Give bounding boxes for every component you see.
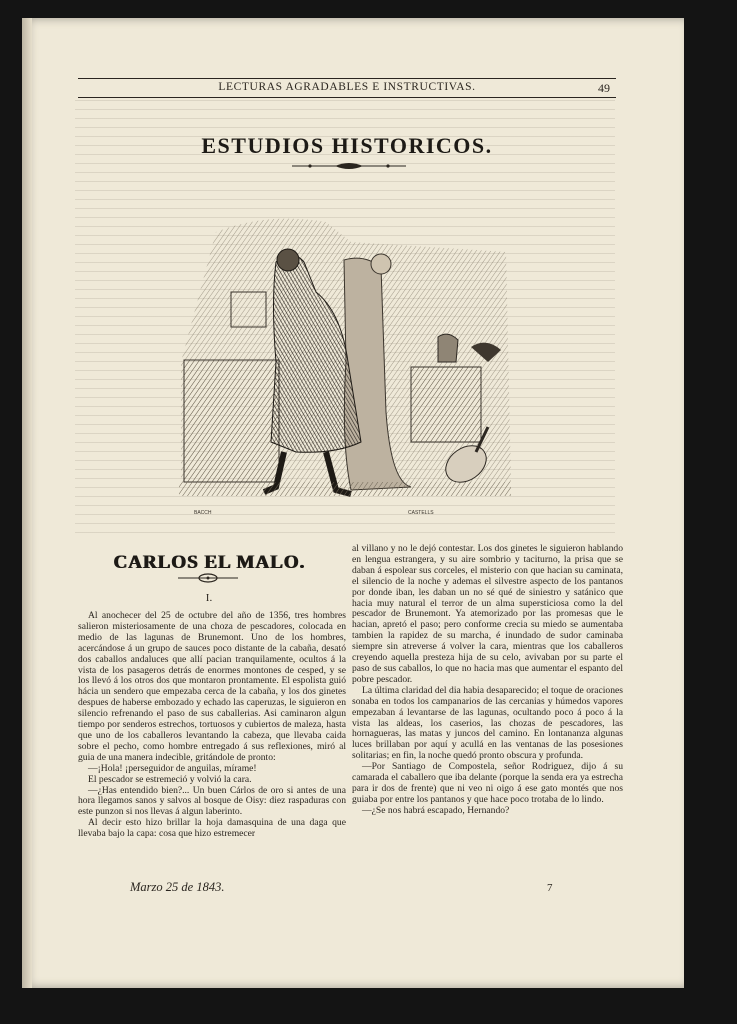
paragraph: —Por Santiago de Compostela, señor Rodriguez, dijo á su camarada el caballero que iba delante (porque la senda era ya estrecha para ir dos de frente) que ni veo ni oigo á ese gato montés que nos guiaba por entre los pantanos y que hace poco trotaba de lo lindo. [352, 761, 623, 805]
title-ornament [176, 572, 240, 584]
issue-date: Marzo 25 de 1843. [130, 880, 225, 894]
running-title: LECTURAS AGRADABLES E INSTRUCTIVAS. [218, 81, 476, 93]
helmet-on-table [438, 334, 458, 362]
knight-head [277, 249, 299, 271]
paragraph: —¿Se nos habrá escapado, Hernando? [362, 804, 510, 816]
page-number: 49 [598, 81, 610, 95]
paragraph: Al anochecer del 25 de octubre del año de 1356, tres hombres salieron misteriosamente de una choza de pescadores, colocada en medio de las lagunas de Brunemont. Uno de los hombres, acercándose á un grupo de sauces poco distante de la cabaña, desató dos caballos andaluces que allí pacian tranquilamente, ocultos á la vista de los pasageros detrás de enormes montones de cesped, y se los llevó á los otros dos que montaron prontamente. El espolista guió hácia un sendero que empezaba cerca de la cabaña, y los dos ginetes despues de haberse embozado y echado las caperuzas, le siguieron en silencio refrenando el paso de sus caballerias. Asi caminaron algun tiempo por senderos estrechos, tortuosos y cubiertos de maleza, hasta que uno de los caballeros levantando la cabeza, que llevaba caida sobre el pecho, como hombre entregado á sus reflexiones, miró al guia de una manera indecible, gritándole de pronto: [78, 610, 346, 763]
text-column-left [78, 611, 346, 840]
paragraph: La última claridad del dia habia desaparecido; el toque de oraciones sonaba en todos los campanarios de las cercanias y húmedos vapores empezaban á levantarse de las lagunas, ocultando poco á poco á la vista las aldeas, los caserios, las chozas de pescadores, las hornagueras, las matas y juncos del camino. En lontananza algunas luces brillaban por aquí y acullá en las ventanas de las posesiones solitarias; en fin, la noche quedó pronto obscura y profunda. [352, 684, 623, 762]
table-left [184, 360, 279, 482]
engraving-illustration [176, 212, 516, 522]
section-title: ESTUDIOS HISTORICOS. [201, 133, 493, 158]
text-column-right [352, 544, 623, 817]
chapter-number: I. [205, 592, 213, 604]
table-right [411, 367, 481, 442]
ornament-divider [290, 161, 408, 171]
paragraph: El pescador se estremeció y volvió la cara. [88, 773, 252, 785]
paragraph: —¡Hola! ¡perseguidor de anguilas, mírame! [88, 762, 257, 774]
engraver-signature-left: BACCH [194, 510, 212, 516]
engraver-signature-right: CASTELLS [408, 510, 434, 516]
page-spine-edge [22, 18, 32, 988]
paragraph: al villano y no le dejó contestar. Los dos ginetes le siguieron hablando en lengua estrangera, y su aire sombrio y taciturno, la prisa que se daban á espolear sus corceles, el misterio con que hacian su caminata, el silencio de la noche y ademas el silvestre aspecto de los pantanos por donde iban, les daban un no sé qué de siniestro y satánico que hacia muy natural el terror de un alma supersticiosa como la del pescador de Brunemont. Ya atemorizado por las promesas que le hacian, apretó el paso; pero conforme crecia su miedo se aumentaba tambien la rapidez de su marcha, é inundado de sudor caminaba siempre sin atreverse á volver la cara, mientras que los caballeros creyendo aquella presteza hija de su celo, avivaban por su parte el paso de sus caballos, lo que no hacia mas que aumentar el espanto del pobre pescador. [352, 543, 623, 685]
header-rule-bottom [78, 97, 616, 98]
header-rule-top [78, 78, 616, 79]
paragraph: —¿Has entendido bien?... Un buen Cárlos de oro si antes de una hora llegamos sanos y salvos al bosque de Oisy: diez raspaduras con este punzon si nos llevas á algun laberinto. [78, 784, 346, 818]
signature-mark: 7 [547, 882, 553, 894]
article-title: CARLOS EL MALO. [113, 552, 305, 573]
priest-head [371, 254, 391, 274]
floor [179, 482, 511, 496]
paragraph: Al decir esto hizo brillar la hoja damasquina de una daga que llevaba bajo la capa: cosa que hizo estremecer [78, 817, 346, 840]
